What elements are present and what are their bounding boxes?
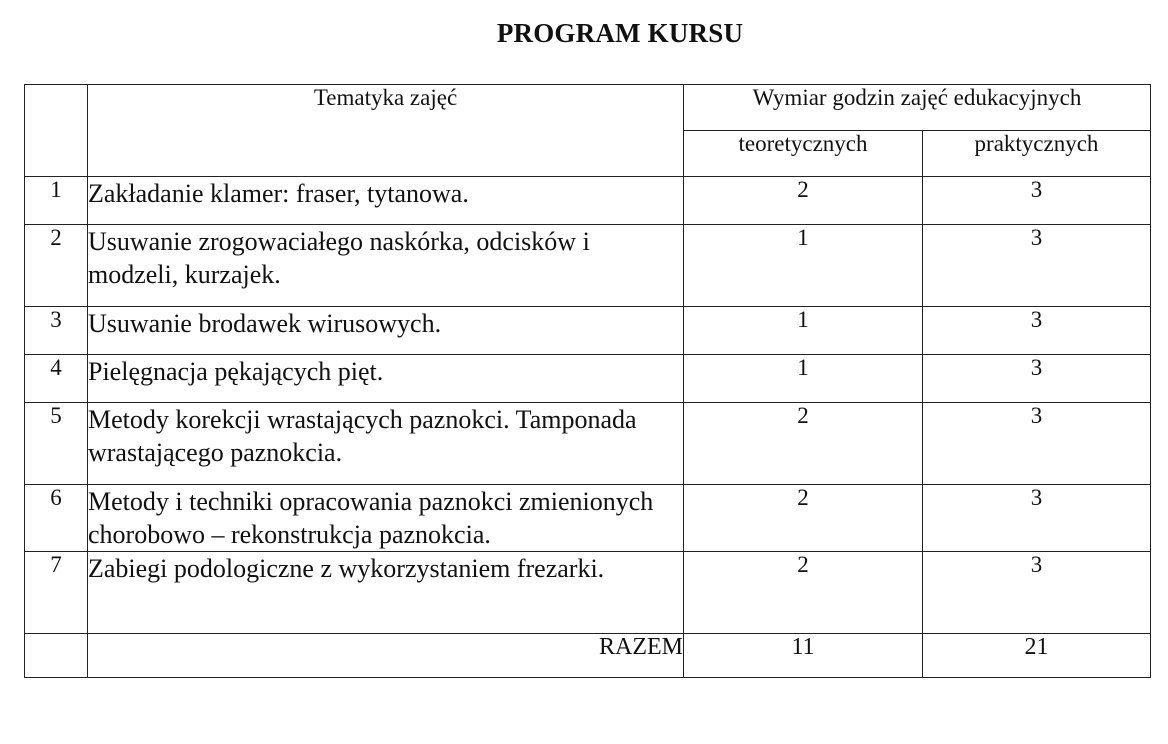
row-theory-hours: 1: [684, 307, 923, 355]
row-practice-hours: 3: [923, 307, 1151, 355]
total-theory-hours: 11: [684, 634, 923, 678]
course-program-table: [24, 84, 1151, 678]
row-theory-hours: 2: [684, 485, 923, 552]
row-practice-hours: 3: [923, 225, 1151, 307]
topic-column-header: Tematyka zajęć: [88, 85, 684, 177]
row-topic: Usuwanie brodawek wirusowych.: [88, 307, 684, 355]
page-title: PROGRAM KURSU: [496, 18, 744, 48]
row-topic: Zakładanie klamer: fraser, tytanowa.: [88, 177, 684, 225]
total-practice-hours: 21: [923, 634, 1151, 678]
row-theory-hours: 2: [684, 403, 923, 485]
row-number: 2: [25, 225, 88, 307]
row-number: 3: [25, 307, 88, 355]
row-topic: Pielęgnacja pękających pięt.: [88, 355, 684, 403]
practice-column-header: praktycznych: [923, 131, 1151, 177]
row-theory-hours: 1: [684, 225, 923, 307]
total-empty-cell: [25, 634, 88, 678]
row-number: 6: [25, 485, 88, 552]
row-practice-hours: 3: [923, 485, 1151, 552]
row-theory-hours: 1: [684, 355, 923, 403]
row-topic: Metody korekcji wrastających paznokci. Tamponada wrastającego paznokcia.: [88, 403, 684, 485]
row-practice-hours: 3: [923, 552, 1151, 634]
table-header-row: [25, 85, 1151, 131]
total-label: RAZEM: [88, 634, 684, 678]
hours-group-header: Wymiar godzin zajęć edukacyjnych: [684, 85, 1151, 131]
table-row: [25, 177, 1151, 225]
table-row: [25, 552, 1151, 634]
table-row: [25, 355, 1151, 403]
row-number: 1: [25, 177, 88, 225]
row-topic: Metody i techniki opracowania paznokci zmienionych chorobowo – rekonstrukcja paznokcia.: [88, 485, 684, 552]
number-column-header: [25, 85, 88, 177]
row-number: 4: [25, 355, 88, 403]
row-practice-hours: 3: [923, 355, 1151, 403]
total-row: [25, 634, 1151, 678]
table-row: [25, 403, 1151, 485]
row-theory-hours: 2: [684, 177, 923, 225]
table-row: [25, 307, 1151, 355]
row-practice-hours: 3: [923, 177, 1151, 225]
row-theory-hours: 2: [684, 552, 923, 634]
row-topic: Zabiegi podologiczne z wykorzystaniem frezarki.: [88, 552, 684, 634]
table-row: [25, 225, 1151, 307]
row-number: 7: [25, 552, 88, 634]
row-practice-hours: 3: [923, 403, 1151, 485]
table-row: [25, 485, 1151, 552]
theory-column-header: teoretycznych: [684, 131, 923, 177]
row-number: 5: [25, 403, 88, 485]
row-topic: Usuwanie zrogowaciałego naskórka, odcisków i modzeli, kurzajek.: [88, 225, 684, 307]
